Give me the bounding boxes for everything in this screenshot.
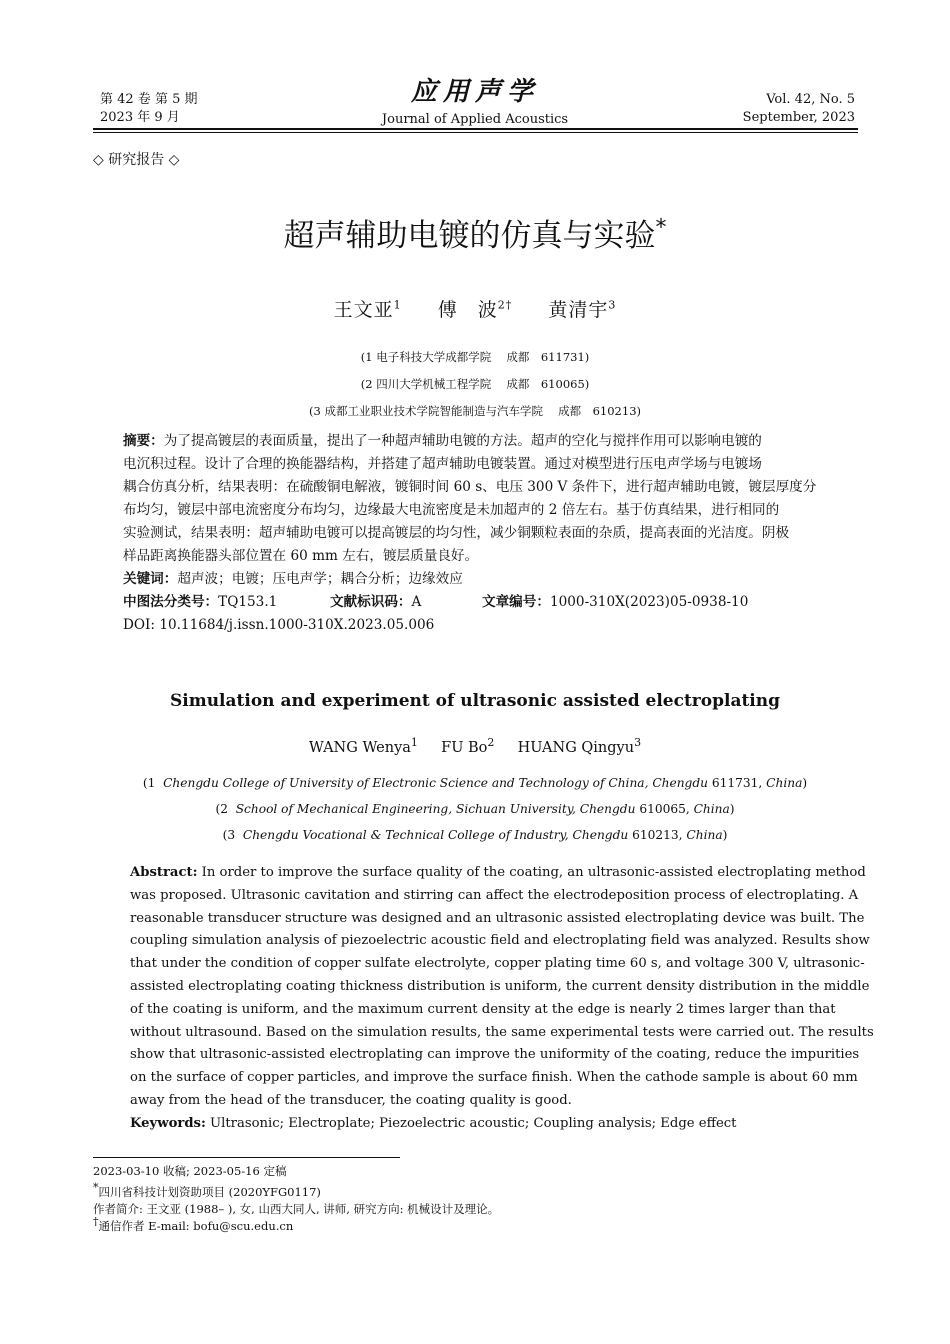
document-code: A [411, 594, 422, 610]
header-rule-thin [93, 132, 858, 133]
abstract-en-line: on the surface of copper particles, and improve the surface finish. When the cathode sample is about 60 mm [130, 1070, 858, 1086]
abstract-en-line: without ultrasound. Based on the simulation results, the same experimental tests were carried out. The results [130, 1024, 874, 1040]
issue-info-en [743, 91, 855, 127]
abstract-en-line: was proposed. Ultrasonic cavitation and stirring can affect the electrodeposition process of electroplating. A [130, 887, 859, 903]
keywords-cn: 关键词：超声波；电镀；压电声学；耦合分析；边缘效应 [123, 571, 463, 587]
author-en-1: WANG Wenya$^1$ [308, 736, 418, 756]
abstract-cn-label: 摘要： [123, 433, 164, 449]
abstract-en-line: In order to improve the surface quality of the coating, an ultrasonic-assisted electroplating method [201, 865, 866, 880]
abstract-en-line: that under the condition of copper sulfate electrolyte, copper plating time 60 s, and voltage 300 V, ultrasonic- [130, 956, 865, 972]
author-cn-3: 黄清宇$^3$ [548, 298, 617, 321]
abstract-en-line: reasonable transducer structure was designed and an ultrasonic assisted electroplating device was built. The [130, 910, 865, 926]
abstract-en-line: show that ultrasonic-assisted electroplating can improve the uniformity of the coating, reduce the impurities [130, 1047, 860, 1063]
title-cn-text: 超声辅助电镀的仿真与实验 [283, 218, 656, 254]
author-en-3: HUANG Qingyu$^3$ [517, 736, 642, 756]
affiliation-en-3: (3 Chengdu Vocational & Technical College of Industry, Chengdu 610213, China) [222, 828, 728, 842]
page-title-en: Simulation and experiment of ultrasonic assisted electroplating [169, 691, 781, 711]
keywords-en: Keywords: Ultrasonic; Electroplate; Piezoelectric acoustic; Coupling analysis; Edge effect [130, 1115, 737, 1131]
footnote-bio: 作者简介: 王文亚 (1988– ), 女, 山西大同人, 讲师, 研究方向: 机械设计及理论。 [93, 1202, 500, 1216]
classification-row: 中图法分类号：TQ153.1 文献标识码：A 文章编号：1000-310X(2023)05-0938-10 [123, 594, 749, 610]
affiliation-cn-3: (3 成都工业职业技术学院智能制造与汽车学院 成都 610213) [309, 404, 641, 418]
author-cn-1: 王文亚$^1$ [333, 298, 402, 321]
journal-logo: 应用声学 [410, 77, 539, 107]
affiliation-cn-2: (2 四川大学机械工程学院 成都 610065) [360, 377, 590, 391]
abstract-cn-line: 实验测试，结果表明：超声辅助电镀可以提高镀层的均匀性，减少铜颗粒表面的杂质，提高表面的光洁度。阴极 [123, 525, 790, 541]
abstract-cn-line: 耦合仿真分析，结果表明：在硫酸铜电解液，镀铜时间 60 s、电压 300 V 条件下，进行超声辅助电镀，镀层厚度分 [123, 479, 817, 495]
title-footnote-mark: * [655, 215, 667, 241]
journal-name: Journal of Applied Acoustics [381, 112, 569, 127]
abstract-cn-line: 布均匀，镀层中部电流密度分布均匀，边缘最大电流密度是未加超声的 2 倍左右。基于仿真结果，进行相同的 [123, 502, 780, 518]
footnote-rule [93, 1157, 400, 1158]
column-label: ◇ 研究报告 ◇ [93, 152, 180, 168]
affiliation-en-2: (2 School of Mechanical Engineering, Sichuan University, Chengdu 610065, China) [215, 802, 735, 816]
footnote-dates: 2023-03-10 收稿; 2023-05-16 定稿 [93, 1164, 287, 1178]
abstract-en [130, 862, 874, 1136]
author-en-2: FU Bo$^2$ [441, 736, 495, 756]
author-cn-2: 傅 波$^{2\dagger}$ [437, 298, 513, 321]
authors-en [0, 736, 950, 756]
clc-number: TQ153.1 [218, 594, 278, 610]
header-rule [93, 128, 858, 130]
abstract-cn [123, 430, 831, 637]
affiliation-en-1: (1 Chengdu College of University of Electronic Science and Technology of China, Chengdu 611731, China) [142, 776, 808, 790]
abstract-en-line: coupling simulation analysis of piezoelectric acoustic field and electroplating field was analyzed. Results show [130, 933, 870, 949]
abstract-cn-line: 样品距离换能器头部位置在 60 mm 左右，镀层质量良好。 [123, 548, 479, 564]
page-title-cn [0, 210, 950, 255]
issue-info [100, 91, 197, 127]
article-number: 1000-310X(2023)05-0938-10 [549, 594, 749, 610]
abstract-en-line: assisted electroplating coating thickness distribution is uniform, the current density distribution in the middle [130, 978, 870, 994]
issue-volume-en: Vol. 42, No. 5 [766, 92, 855, 107]
footnote-corresponding: †通信作者 E-mail: bofu@scu.edu.cn [93, 1215, 294, 1233]
footnote-fund: *四川省科技计划资助项目 (2020YFG0117) [93, 1181, 321, 1199]
issue-date-en: September, 2023 [742, 110, 855, 125]
abstract-en-label: Abstract: [130, 865, 198, 880]
doi: DOI: 10.11684/j.issn.1000-310X.2023.05.006 [123, 617, 435, 633]
issue-date: 2023 年 9 月 [100, 110, 180, 125]
affiliation-cn-1: (1 电子科技大学成都学院 成都 611731) [360, 350, 590, 364]
authors-cn [0, 295, 950, 322]
abstract-cn-line: 为了提高镀层的表面质量，提出了一种超声辅助电镀的方法。超声的空化与搅拌作用可以影响电镀的 [163, 433, 762, 449]
issue-volume: 第 42 卷 第 5 期 [100, 92, 198, 107]
abstract-en-line: of the coating is uniform, and the maximum current density at the edge is nearly 2 times larger than that [130, 1001, 836, 1017]
footnotes [93, 1163, 499, 1235]
journal-masthead [330, 71, 620, 129]
abstract-cn-line: 电沉积过程。设计了合理的换能器结构，并搭建了超声辅助电镀装置。通过对模型进行压电声学场与电镀场 [123, 456, 762, 472]
abstract-en-line: away from the head of the transducer, the coating quality is good. [130, 1092, 572, 1108]
